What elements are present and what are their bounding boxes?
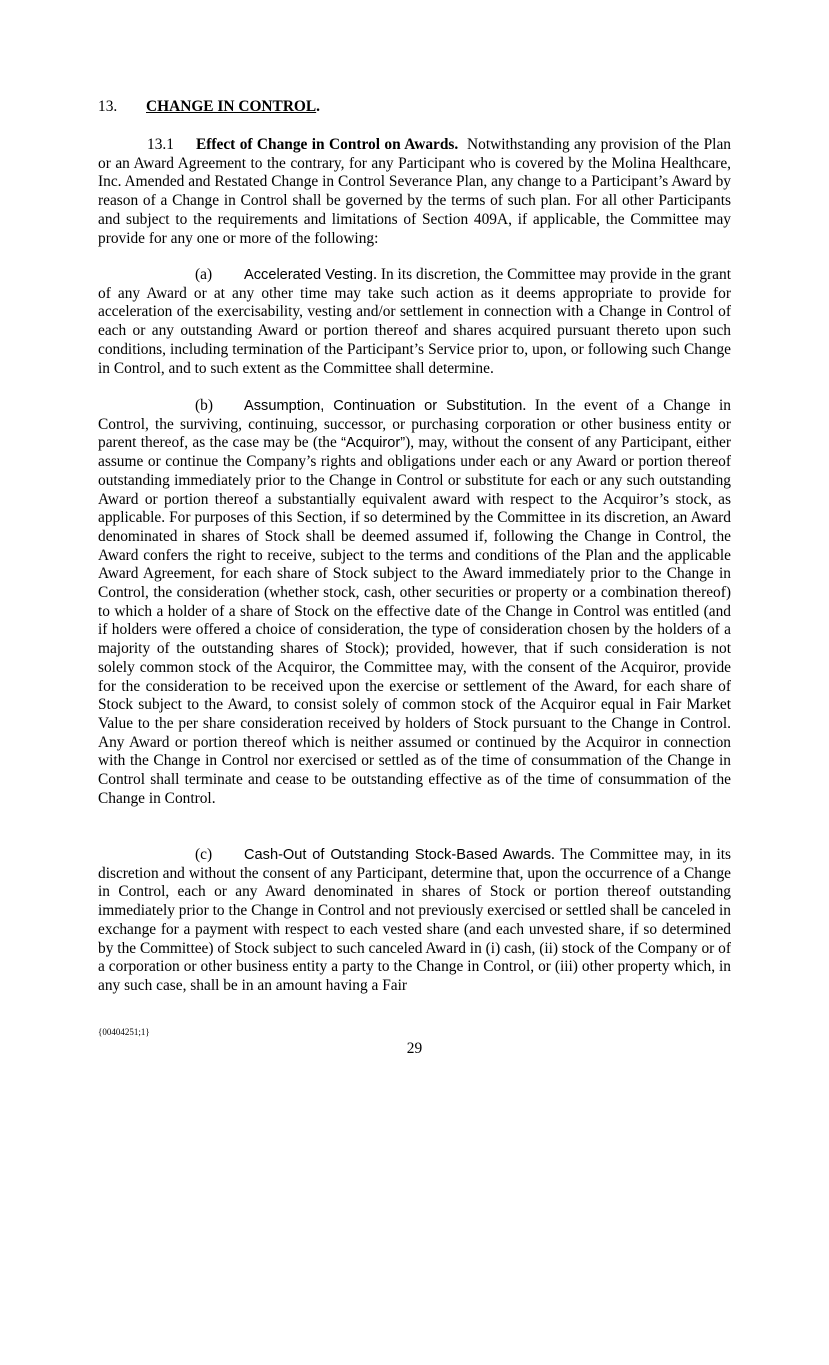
section-title: CHANGE IN CONTROL xyxy=(146,98,317,115)
paragraph-13-1-body: Notwithstanding any provision of the Plan or an Award Agreement to the contrary, for any Participant who is covered by the Molina Healthcare, Inc. Amended and Restated Change in Control Severance Plan, any change to a Participant’s Award by reason of a Change in Control shall be governed by the terms of such plan. For all other Participants and subject to the requirements and limitations of Section 409A, if applicable, the Committee may provide for any one or more of the following: xyxy=(98,136,731,247)
paragraph-a-title: Accelerated Vesting xyxy=(244,267,374,283)
section-heading xyxy=(98,98,320,117)
paragraph-c-title: Cash-Out of Outstanding Stock-Based Awards xyxy=(244,847,552,863)
paragraph-c xyxy=(98,846,731,996)
paragraph-b-title: Assumption, Continuation or Substitution xyxy=(244,398,523,414)
page-number: 29 xyxy=(406,1040,423,1057)
paragraph-c-body: . The Committee may, in its discretion and without the consent of any Participant, determine that, upon the occurrence of a Change in Control, each or any Award denominated in shares of Stock or portion thereof outstanding immediately prior to the Change in Control and not previously exercised or settled shall be canceled in exchange for a payment with respect to each vested share (and each unvested share, if so determined by the Committee) of Stock subject to such canceled Award in (i) cash, (ii) stock of the Company or of a corporation or other business entity a party to the Change in Control, or (iii) other property which, in any such case, shall be in an amount having a Fair xyxy=(98,846,731,994)
defined-term-acquiror: “Acquiror” xyxy=(341,435,406,452)
paragraph-13-1 xyxy=(98,136,731,248)
paragraph-b-body-part2: ), may, without the consent of any Participant, either assume or continue the Company’s rights and obligations under each or any Award or portion thereof outstanding immediately prior to the Change in Control or substitute for each or any such outstanding Award or portion thereof a substantially equivalent award with respect to the Acquiror’s stock, as applicable. For purposes of this Section, if so determined by the Committee in its discretion, an Award denominated in shares of Stock shall be deemed assumed if, following the Change in Control, the Award confers the right to receive, subject to the terms and conditions of the Plan and the applicable Award Agreement, for each share of Stock subject to the Award immediately prior to the Change in Control, the consideration (whether stock, cash, other securities or property or a combination thereof) to which a holder of a share of Stock on the effective date of the Change in Control was entitled (and if holders were offered a choice of consideration, the type of consideration chosen by the holders of a majority of the outstanding shares of Stock); provided, however, that if such consideration is not solely common stock of the Acquiror, the Committee may, with the consent of the Acquiror, provide for the consideration to be received upon the exercise or settlement of the Award, for each share of Stock subject to the Award, to consist solely of common stock of the Acquiror equal in Fair Market Value to the per share consideration received by holders of Stock pursuant to the Change in Control. Any Award or portion thereof which is neither assumed or continued by the Acquiror in connection with the Change in Control nor exercised or settled as of the time of consummation of the Change in Control shall terminate and cease to be outstanding effective as of the time of consummation of the Change in Control. xyxy=(98,434,731,807)
document-id: {00404251;1} xyxy=(98,1027,150,1037)
paragraph-13-1-number: 13.1 xyxy=(147,136,174,153)
section-title-period: . xyxy=(316,98,321,115)
paragraph-b xyxy=(98,397,731,808)
paragraph-a-label: (a) xyxy=(195,266,213,283)
paragraph-c-label: (c) xyxy=(195,846,213,863)
paragraph-a-body: . In its discretion, the Committee may provide in the grant of any Award or at any other time may take such action as it deems appropriate to provide for acceleration of the exercisability, vesting and/or settlement in connection with a Change in Control of each or any outstanding Award or portion thereof and shares acquired pursuant thereto upon such conditions, including termination of the Participant’s Service prior to, upon, or following such Change in Control, and to such extent as the Committee shall determine. xyxy=(98,266,731,377)
paragraph-13-1-title: Effect of Change in Control on Awards. xyxy=(196,136,459,153)
section-number: 13. xyxy=(98,98,118,115)
paragraph-b-label: (b) xyxy=(195,397,213,414)
paragraph-a xyxy=(98,266,731,378)
paragraph-b-body-part1: . In the event of a Change in Control, the surviving, continuing, successor, or purchasing corporation or other business entity or parent thereof, as the case may be (the xyxy=(98,397,731,452)
